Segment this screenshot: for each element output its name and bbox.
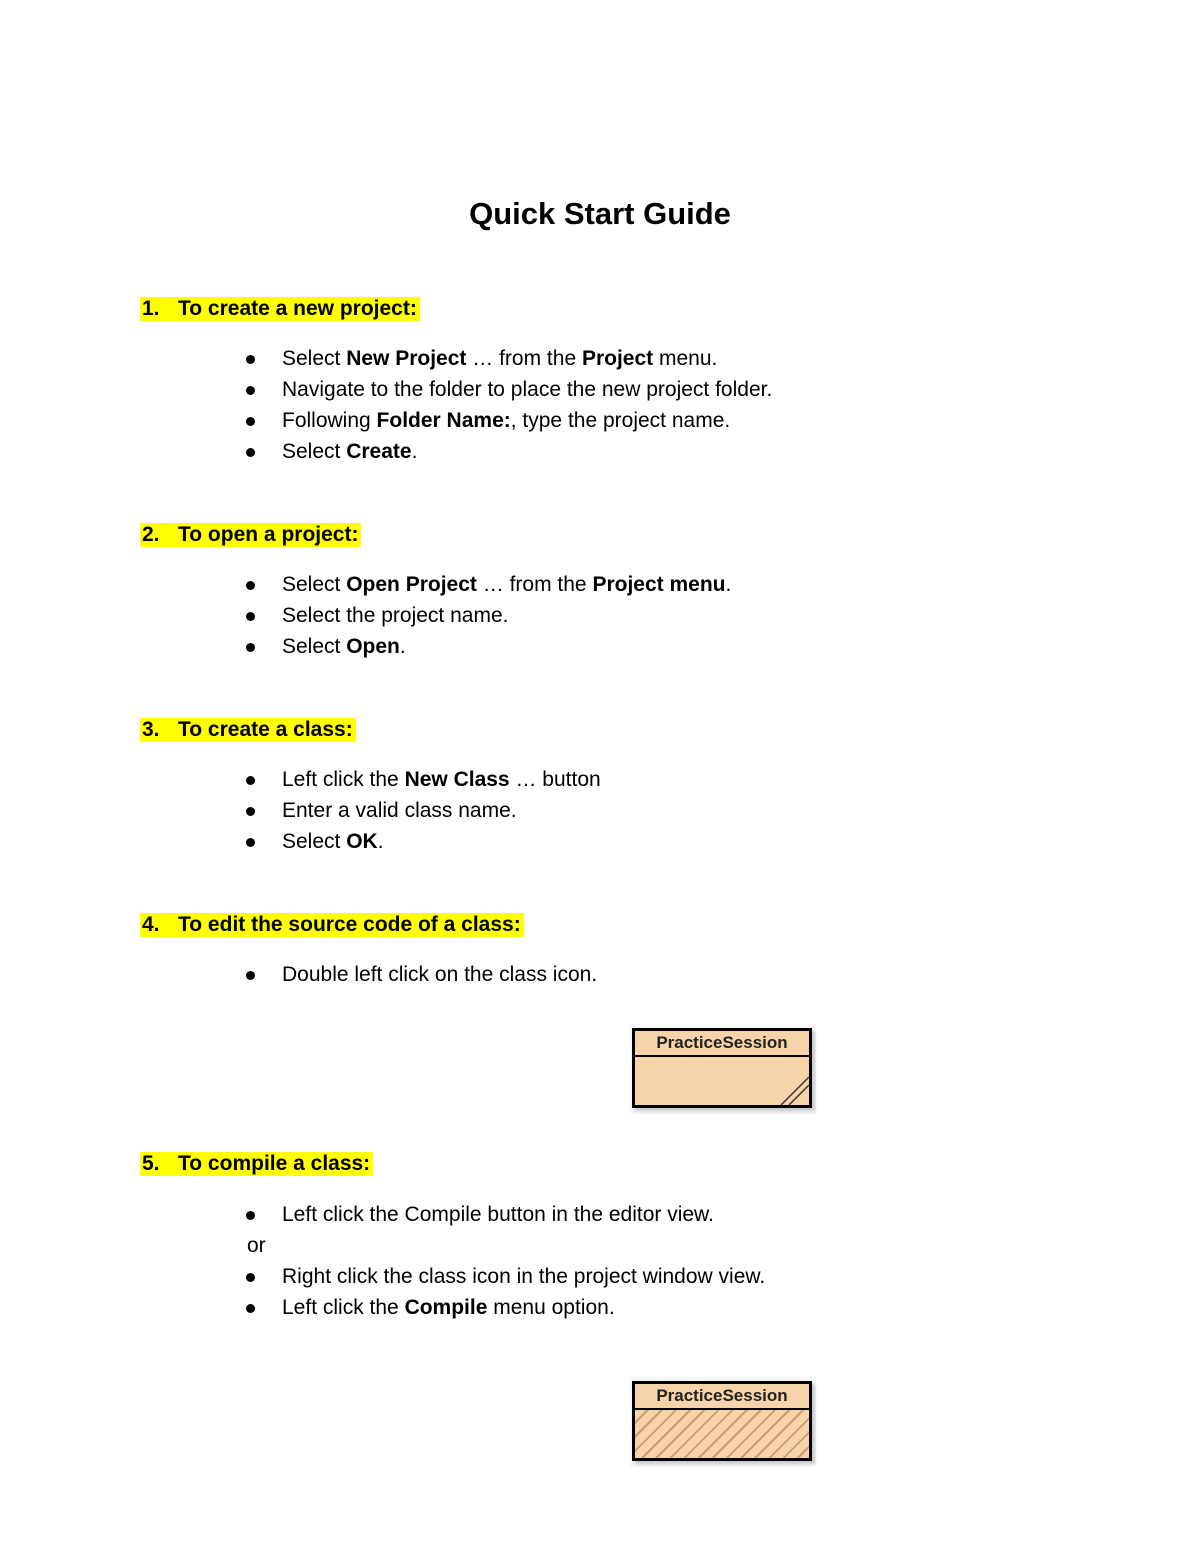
list-item bbox=[282, 798, 517, 824]
list-item bbox=[282, 1295, 615, 1321]
bullet-icon bbox=[246, 807, 255, 816]
resize-handle-icon bbox=[635, 1057, 809, 1105]
text-run: Left click the bbox=[282, 768, 405, 791]
text-run: . bbox=[377, 830, 384, 853]
class-icon-uncompiled bbox=[630, 1024, 816, 1114]
text-run: . bbox=[411, 440, 418, 463]
section-heading-2: 2. To open a project: bbox=[140, 522, 361, 548]
bullet-icon bbox=[246, 776, 255, 785]
text-run: Select bbox=[282, 347, 347, 370]
bold-text: Folder Name: bbox=[376, 409, 511, 432]
text-run: … button bbox=[509, 768, 601, 791]
bold-text: Compile bbox=[404, 1296, 488, 1319]
list-item bbox=[282, 377, 772, 403]
text-run: Double left click on the class icon. bbox=[282, 963, 598, 986]
text-run: menu. bbox=[653, 347, 718, 370]
bullet-icon bbox=[246, 355, 255, 364]
section-heading-4: 4. To edit the source code of a class: bbox=[140, 912, 524, 938]
class-name: PracticeSession bbox=[635, 1384, 809, 1410]
text-run: Following bbox=[282, 409, 377, 432]
text-run: Left click the bbox=[282, 1296, 405, 1319]
bold-text: Project menu bbox=[592, 573, 726, 596]
bold-text: New Class bbox=[404, 768, 510, 791]
list-item bbox=[282, 408, 730, 434]
bullet-icon bbox=[246, 971, 255, 980]
list-item bbox=[282, 346, 717, 372]
list-item bbox=[282, 962, 597, 988]
list-item bbox=[282, 1264, 765, 1290]
text-run: Select bbox=[282, 635, 347, 658]
text-run: Select bbox=[282, 573, 347, 596]
text-run: Select bbox=[282, 830, 347, 853]
bold-text: Project bbox=[581, 347, 654, 370]
bold-text: Open Project bbox=[346, 573, 477, 596]
bullet-icon bbox=[246, 386, 255, 395]
bullet-icon bbox=[246, 838, 255, 847]
text-run: Navigate to the folder to place the new project folder. bbox=[282, 378, 773, 401]
list-item bbox=[282, 767, 601, 793]
list-item bbox=[282, 829, 384, 855]
bullet-icon bbox=[246, 643, 255, 652]
bold-text: OK bbox=[346, 830, 378, 853]
text-run: menu option. bbox=[487, 1296, 615, 1319]
bullet-icon bbox=[246, 581, 255, 590]
list-item bbox=[282, 1202, 714, 1228]
page-title: Quick Start Guide bbox=[469, 196, 731, 231]
text-run: , type the project name. bbox=[510, 409, 731, 432]
text-run: . bbox=[725, 573, 732, 596]
bullet-icon bbox=[246, 1273, 255, 1282]
section-heading-5: 5. To compile a class: bbox=[140, 1151, 373, 1177]
text-run: Enter a valid class name. bbox=[282, 799, 517, 822]
hatched-body bbox=[635, 1410, 809, 1458]
section-heading-1: 1. To create a new project: bbox=[140, 296, 420, 322]
bullet-icon bbox=[246, 448, 255, 457]
bold-text: Open bbox=[346, 635, 400, 658]
bullet-icon bbox=[246, 1211, 255, 1220]
or-separator: or bbox=[247, 1234, 266, 1257]
bullet-icon bbox=[246, 1304, 255, 1313]
list-item bbox=[282, 439, 417, 465]
list-item bbox=[282, 634, 406, 660]
section-heading-3: 3. To create a class: bbox=[140, 717, 356, 743]
list-item bbox=[282, 603, 508, 629]
text-run: … from the bbox=[476, 573, 593, 596]
text-run: . bbox=[399, 635, 406, 658]
bold-text: New Project bbox=[346, 347, 467, 370]
text-run: … from the bbox=[466, 347, 582, 370]
list-item bbox=[282, 572, 731, 598]
class-icon-needs-compile bbox=[630, 1377, 816, 1467]
text-run: Select the project name. bbox=[282, 604, 509, 627]
bullet-icon bbox=[246, 417, 255, 426]
bullet-icon bbox=[246, 612, 255, 621]
bold-text: Create bbox=[346, 440, 412, 463]
class-name: PracticeSession bbox=[635, 1031, 809, 1057]
text-run: Select bbox=[282, 440, 347, 463]
text-run: Left click the Compile button in the editor view. bbox=[282, 1203, 714, 1226]
text-run: Right click the class icon in the project window view. bbox=[282, 1265, 766, 1288]
